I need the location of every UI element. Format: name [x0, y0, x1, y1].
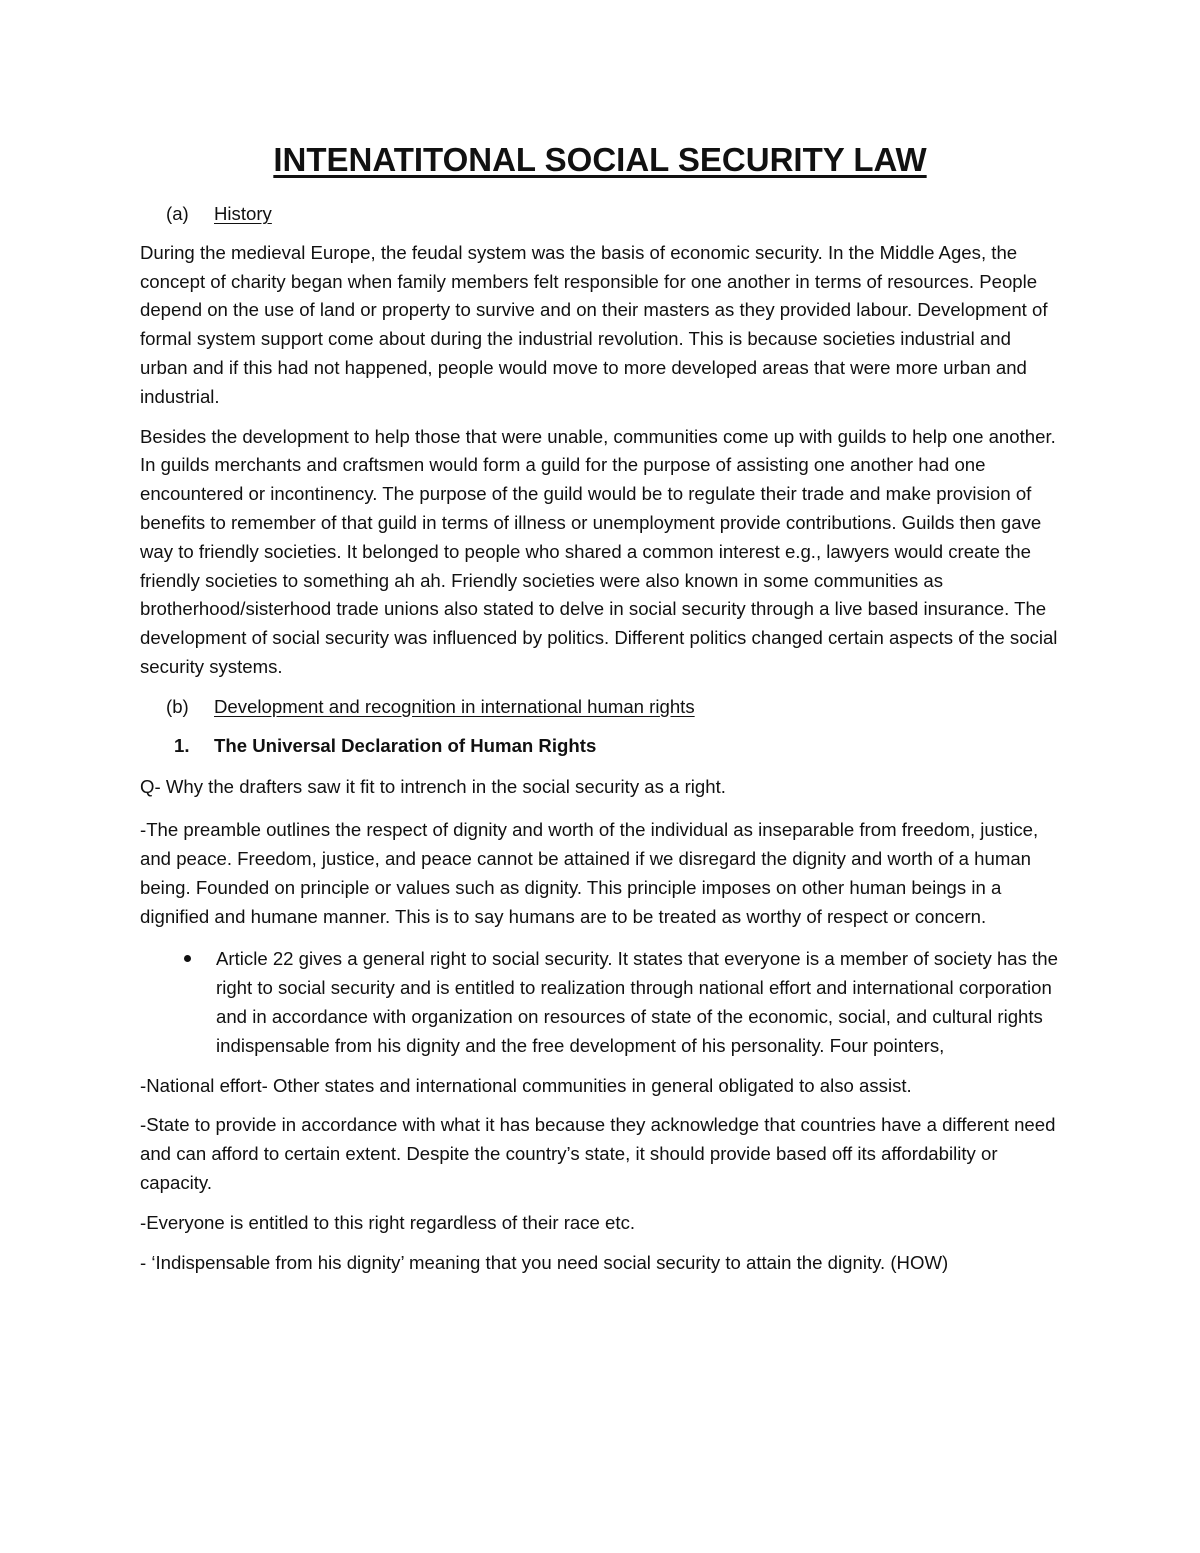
document-page	[140, 140, 1060, 1288]
section-b-marker: (b)	[166, 695, 189, 717]
article-22-text: Article 22 gives a general right to social security. It states that everyone is a member of society has the right to social security and is entitled to realization through national effort and international corporation and in accordance with organization on resources of state of the economic, social, and cultural rights indispensable from his dignity and the free development of his personality. Four pointers,	[216, 948, 1058, 1056]
pointer-state-provide: -State to provide in accordance with what it has because they acknowledge that countries have a different need and can afford to certain extent. Despite the country’s state, it should provide based off its affordability or capacity.	[140, 1114, 1056, 1193]
section-b-heading	[140, 693, 1060, 722]
question-line: Q- Why the drafters saw it fit to intrench in the social security as a right.	[140, 776, 726, 798]
pointer-indispensable: - ‘Indispensable from his dignity’ meaning that you need social security to attain the dignity. (HOW)	[140, 1251, 949, 1273]
udhr-heading	[140, 732, 1060, 761]
udhr-title: The Universal Declaration of Human Rights	[214, 734, 597, 756]
section-a-heading	[140, 200, 1060, 229]
bullet-icon	[140, 945, 216, 1060]
section-a-marker: (a)	[166, 203, 189, 224]
section-a-title: History	[214, 203, 272, 224]
preamble-paragraph: -The preamble outlines the respect of dignity and worth of the individual as inseparable from freedom, justice, and peace. Freedom, justice, and peace cannot be attained if we disregard the dignity and worth of a human being. Founded on principle or values such as dignity. This principle imposes on other human beings in a dignified and humane manner. This is to say humans are to be treated as worthy of respect or concern.	[140, 819, 1039, 927]
document-title: INTENATITONAL SOCIAL SECURITY LAW	[273, 141, 927, 178]
history-paragraph-1: During the medieval Europe, the feudal system was the basis of economic security. In the Middle Ages, the concept of charity began when family members felt responsible for one another in terms of resources. People depend on the use of land or property to survive and on their masters as they provided labour. Development of formal system support come about during the industrial revolution. This is because societies industrial and urban and if this had not happened, people would move to more developed areas that were more urban and industrial.	[140, 241, 1048, 407]
pointer-national-effort: -National effort- Other states and international communities in general obligated to also assist.	[140, 1074, 912, 1096]
history-paragraph-2: Besides the development to help those that were unable, communities come up with guilds to help one another. In guilds merchants and craftsmen would form a guild for the purpose of assisting one another had one encountered or incontinency. The purpose of the guild would be to regulate their trade and make provision of benefits to remember of that guild in terms of illness or unemployment provide contributions. Guilds then gave way to friendly societies. It belonged to people who shared a common interest e.g., lawyers would create the friendly societies to something ah ah. Friendly societies were also known in some communities as brotherhood/sisterhood trade unions also stated to delve in social security through a live based insurance. The development of social security was influenced by politics. Different politics changed certain aspects of the social security systems.	[140, 425, 1058, 677]
article-22-bullet	[140, 945, 1060, 1060]
section-b-title: Development and recognition in international human rights	[214, 695, 695, 717]
udhr-number: 1.	[174, 734, 190, 756]
pointer-everyone-entitled: -Everyone is entitled to this right regardless of their race etc.	[140, 1211, 636, 1233]
